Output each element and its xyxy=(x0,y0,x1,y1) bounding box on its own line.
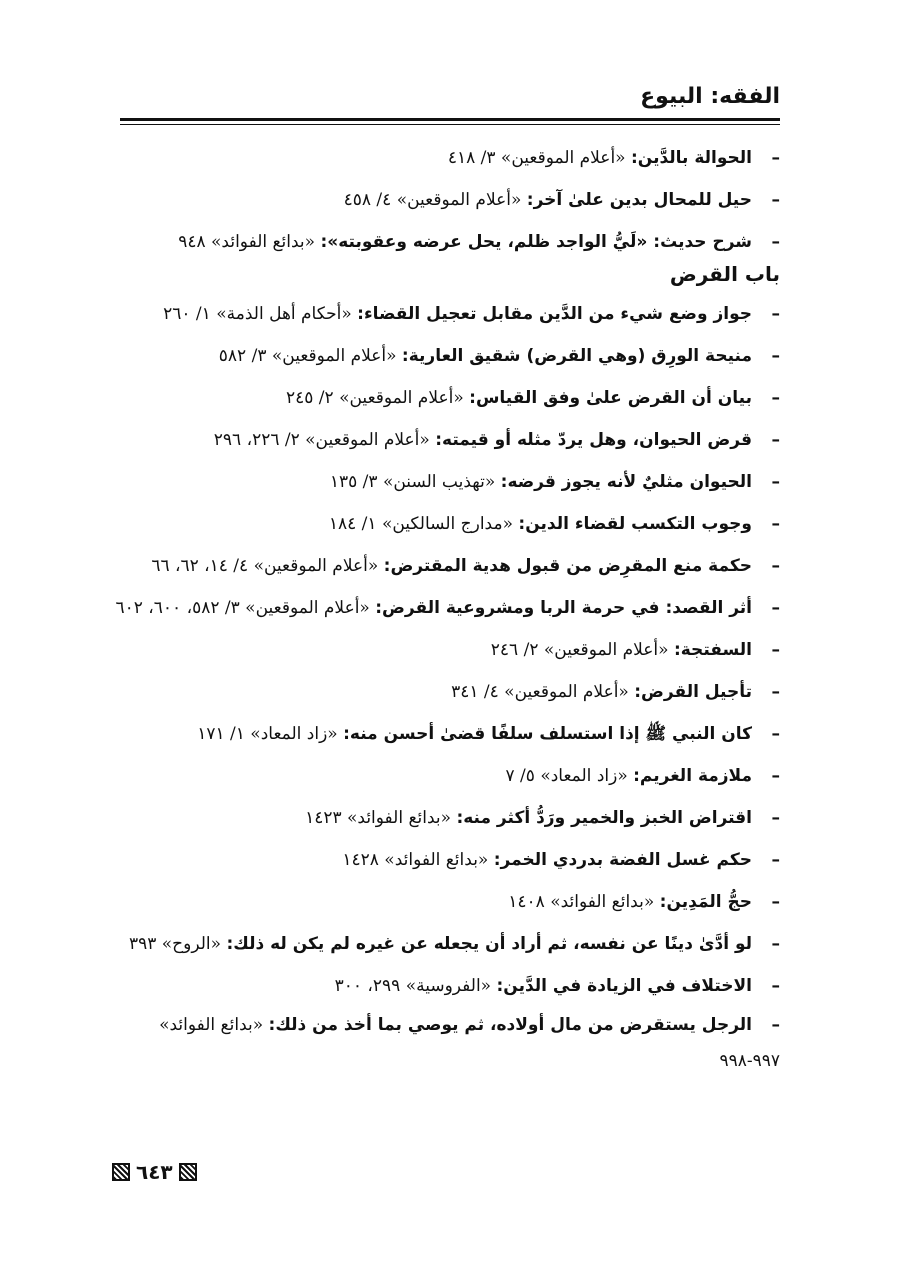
page-number: ٦٤٣ xyxy=(136,1160,173,1184)
index-entry: –حكمة منع المقرِض من قبول هدية المقترض: «أعلام الموقعين» ٤/ ١٤، ٦٢، ٦٦ xyxy=(151,556,780,576)
index-entry: –تأجيل القرض: «أعلام الموقعين» ٤/ ٣٤١ xyxy=(451,682,780,702)
running-header xyxy=(120,80,780,120)
ornament-right-icon xyxy=(179,1163,197,1181)
index-entry: –الحوالة بالدَّين: «أعلام الموقعين» ٣/ ٤١٨ xyxy=(447,148,780,168)
index-entry: –الرجل يستقرض من مال أولاده، ثم يوصي بما أخذ من ذلك: «بدائع الفوائد» ٩٩٧-٩٩٨ xyxy=(159,1015,780,1071)
index-entry: –حكم غسل الفضة بدردي الخمر: «بدائع الفوائد» ١٤٢٨ xyxy=(342,850,780,870)
index-entry: –حجُّ المَدِين: «بدائع الفوائد» ١٤٠٨ xyxy=(508,892,780,912)
index-entry: –حيل للمحال بدين علىٰ آخر: «أعلام الموقعين» ٤/ ٤٥٨ xyxy=(343,190,780,210)
index-entry: –أثر القصد: في حرمة الربا ومشروعية القرض: «أعلام الموقعين» ٣/ ٥٨٢، ٦٠٠، ٦٠٢ xyxy=(115,598,780,618)
index-entry: –وجوب التكسب لقضاء الدين: «مدارج السالكين» ١/ ١٨٤ xyxy=(328,514,780,534)
index-entry: –بيان أن القرض علىٰ وفق القياس: «أعلام الموقعين» ٢/ ٢٤٥ xyxy=(286,388,780,408)
index-entry: –كان النبي ﷺ إذا استسلف سلفًا قضىٰ أحسن منه: «زاد المعاد» ١/ ١٧١ xyxy=(197,724,780,744)
index-entry: –اقتراض الخبز والخمير ورَدُّ أكثر منه: «بدائع الفوائد» ١٤٢٣ xyxy=(305,808,780,828)
index-entry: –ملازمة الغريم: «زاد المعاد» ٥/ ٧ xyxy=(505,766,780,786)
index-entry: –جواز وضع شيء من الدَّين مقابل تعجيل القضاء: «أحكام أهل الذمة» ١/ ٢٦٠ xyxy=(163,304,780,324)
header-rule-thick xyxy=(120,118,780,121)
index-entry: –شرح حديث: «لَيُّ الواجد ظلم، يحل عرضه وعقوبته»: «بدائع الفوائد» ٩٤٨ xyxy=(178,232,780,252)
header-title: الفقه: البيوع xyxy=(640,84,780,109)
index-entry: –لو أدَّىٰ دينًا عن نفسه، ثم أراد أن يجعله عن غيره لم يكن له ذلك: «الروح» ٣٩٣ xyxy=(128,934,780,954)
section-title: باب القرض xyxy=(669,262,780,286)
index-entry: –السفتجة: «أعلام الموقعين» ٢/ ٢٤٦ xyxy=(490,640,780,660)
ornament-left-icon xyxy=(112,1163,130,1181)
index-entry: –قرض الحيوان، وهل يردّ مثله أو قيمته: «أعلام الموقعين» ٢/ ٢٢٦، ٢٩٦ xyxy=(213,430,780,450)
index-entry: –منيحة الورِق (وهي القرض) شقيق العارية: «أعلام الموقعين» ٣/ ٥٨٢ xyxy=(218,346,780,366)
index-content xyxy=(115,137,780,1085)
index-entry: –الاختلاف في الزيادة في الدَّين: «الفروسية» ٢٩٩، ٣٠٠ xyxy=(334,976,780,996)
index-entry: –الحيوان مثليٌ لأنه يجوز قرضه: «تهذيب السنن» ٣/ ١٣٥ xyxy=(329,472,780,492)
header-rule-thin xyxy=(120,124,780,125)
page-footer xyxy=(112,1157,197,1187)
